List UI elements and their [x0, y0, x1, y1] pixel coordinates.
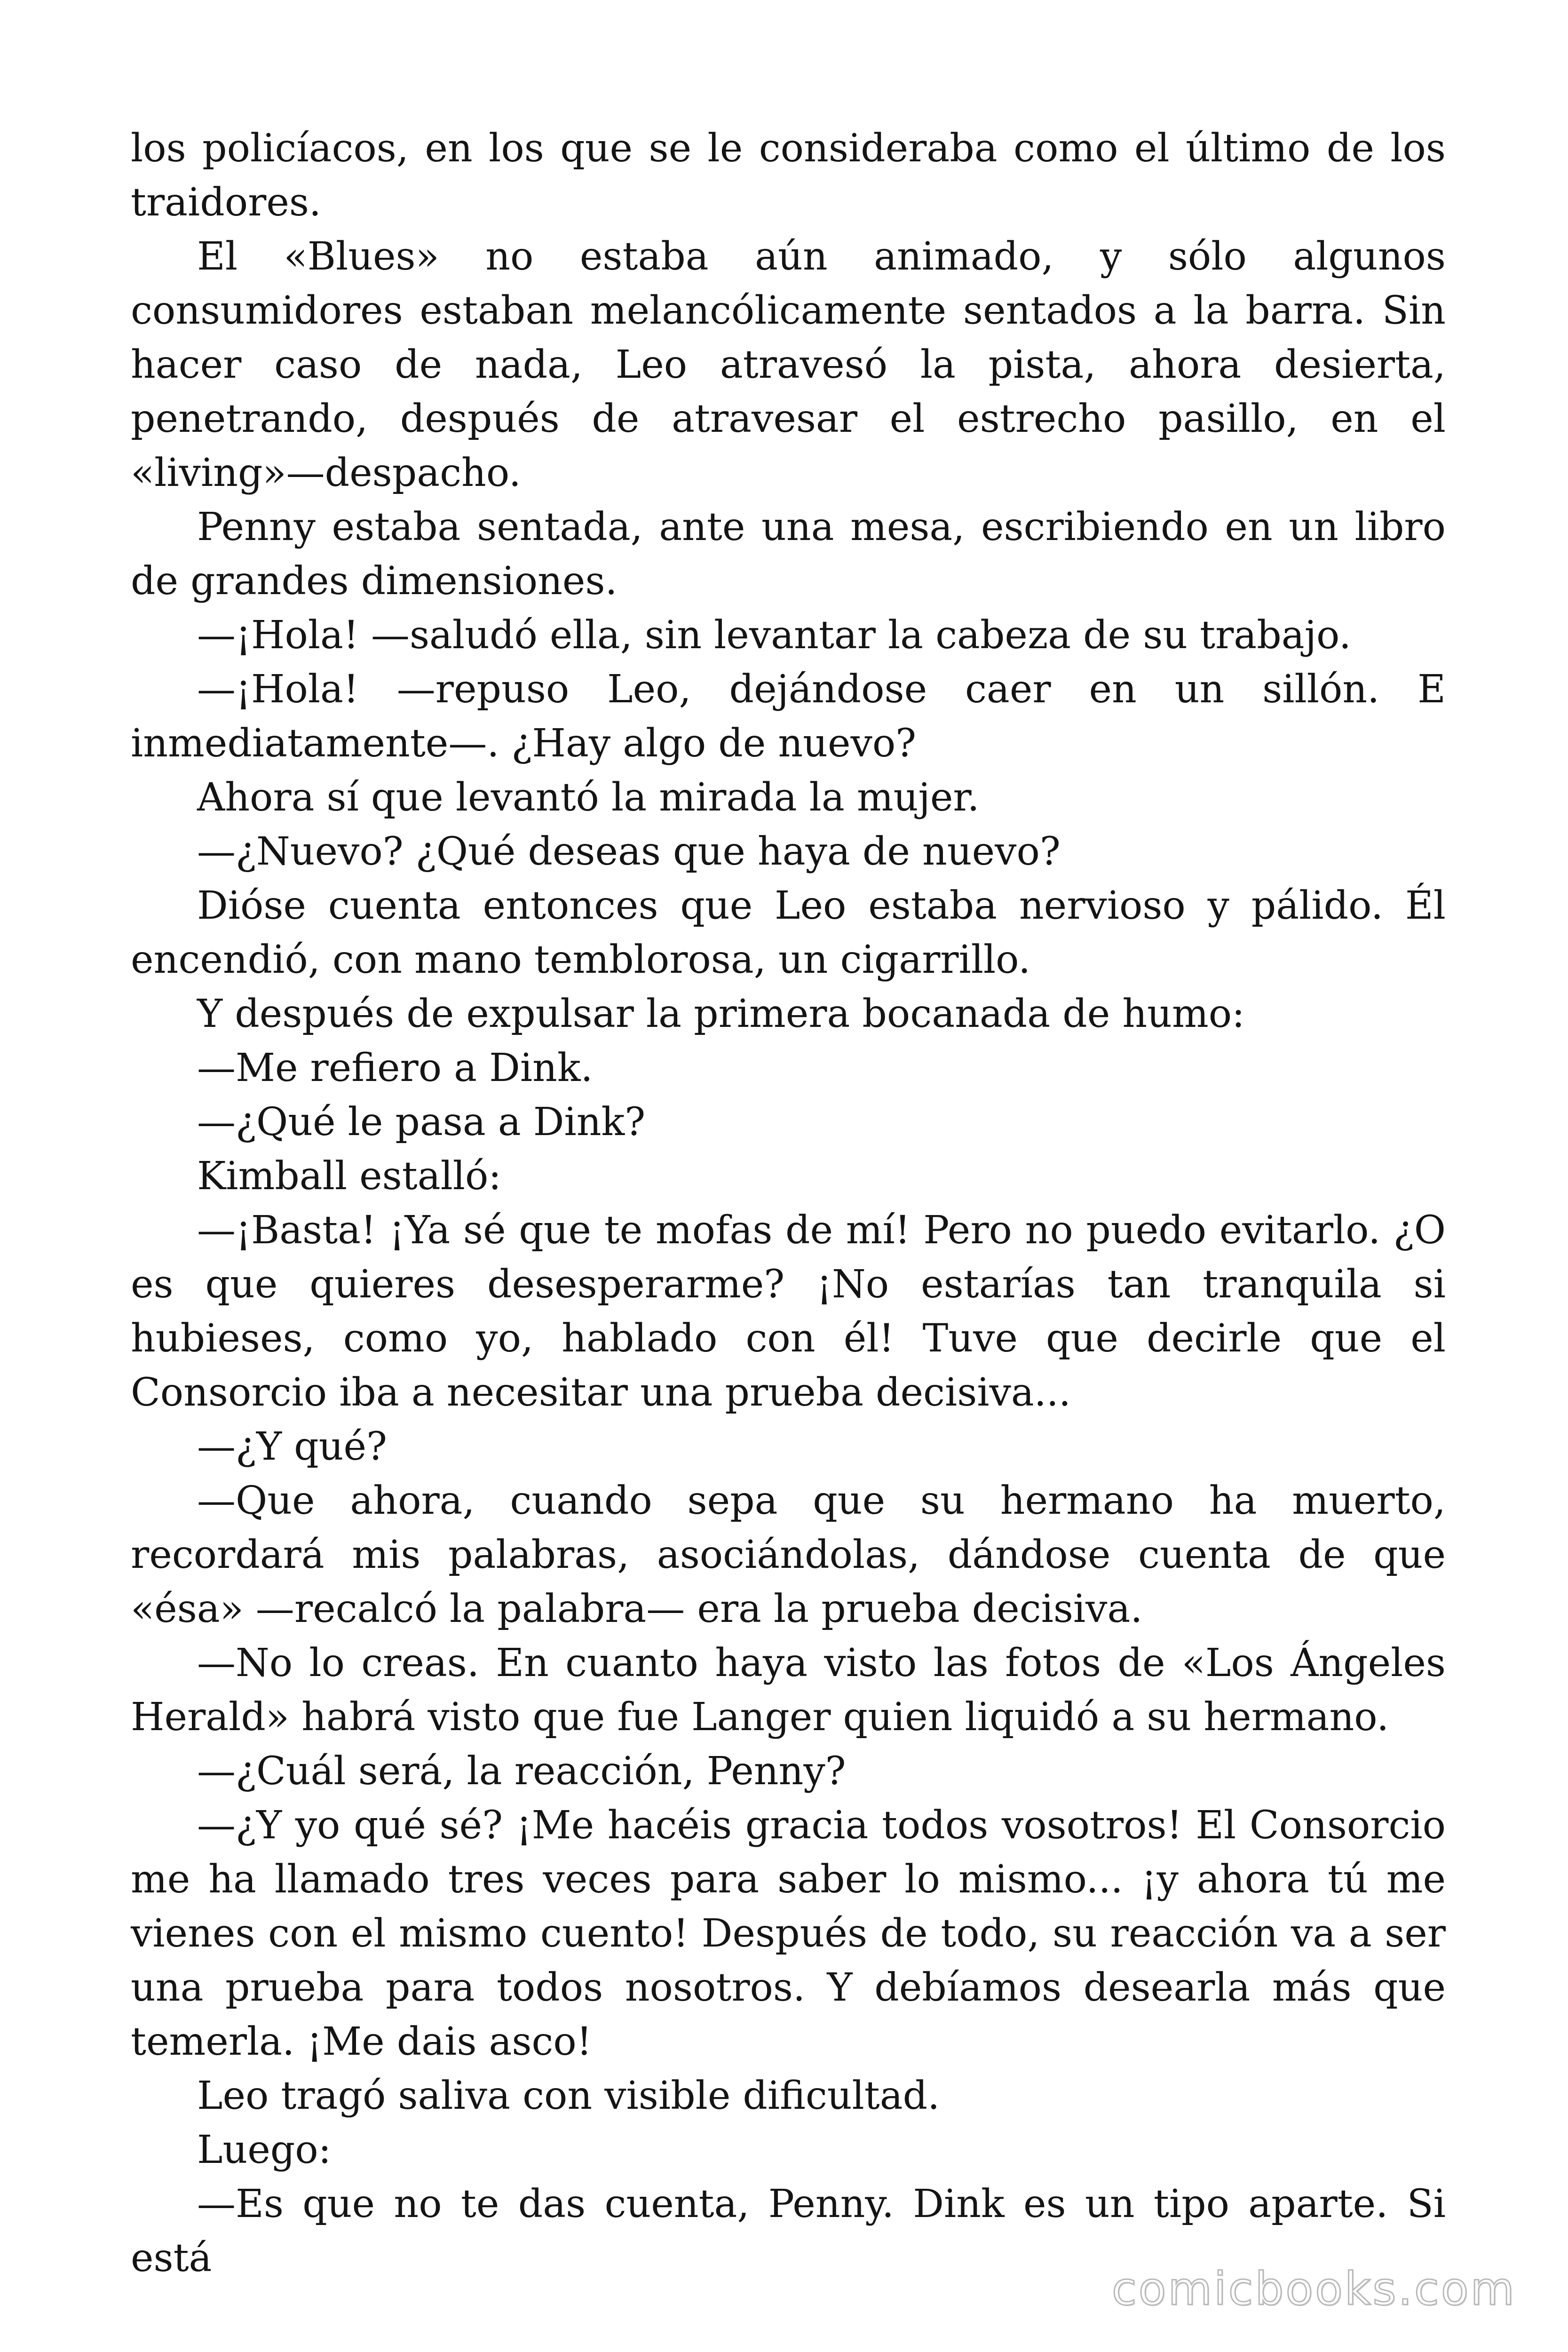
paragraph: Kimball estalló:	[197, 1154, 502, 1199]
paragraph: Ahora sí que levantó la mirada la mujer.	[197, 775, 980, 820]
book-page-body	[131, 121, 1446, 2285]
paragraph: Luego:	[197, 2128, 332, 2172]
paragraph: —¡Hola! —repuso Leo, dejándose caer en un sillón. E inmediatamente—. ¿Hay algo de nuevo?	[131, 667, 1446, 766]
paragraph: —No lo creas. En cuanto haya visto las fotos de «Los Ángeles Herald» habrá visto que fue Langer quien liquidó a su hermano.	[131, 1641, 1446, 1740]
paragraph: los policíacos, en los que se le consideraba como el último de los traidores.	[131, 126, 1446, 225]
paragraph: Penny estaba sentada, ante una mesa, escribiendo en un libro de grandes dimensiones.	[131, 505, 1446, 604]
paragraph: —¿Cuál será, la reacción, Penny?	[197, 1749, 846, 1794]
paragraph: Y después de expulsar la primera bocanada de humo:	[197, 992, 1245, 1036]
paragraph: —¡Basta! ¡Ya sé que te mofas de mí! Pero no puedo evitarlo. ¿O es que quieres desesperarme? ¡No estarías tan tranquila si hubieses, como yo, hablado con él! Tuve que decirle que el Consorcio iba a necesitar una prueba decisiva...	[131, 1208, 1446, 1415]
paragraph: —¿Y qué?	[197, 1424, 387, 1469]
paragraph: Leo tragó saliva con visible dificultad.	[197, 2074, 940, 2118]
paragraph: —Es que no te das cuenta, Penny. Dink es un tipo aparte. Si está	[131, 2182, 1446, 2280]
paragraph: —¿Qué le pasa a Dink?	[197, 1100, 646, 1144]
paragraph: —¿Y yo qué sé? ¡Me hacéis gracia todos vosotros! El Consorcio me ha llamado tres veces para saber lo mismo... ¡y ahora tú me vienes con el mismo cuento! Después de todo, su reacción va a ser una prueba para todos nosotros. Y debíamos desearla más que temerla. ¡Me dais asco!	[131, 1803, 1446, 2064]
watermark-logo: comicbooks.com	[1111, 2263, 1516, 2315]
paragraph: —¿Nuevo? ¿Qué deseas que haya de nuevo?	[197, 829, 1061, 874]
paragraph: —Que ahora, cuando sepa que su hermano ha muerto, recordará mis palabras, asociándolas, dándose cuenta de que «ésa» —recalcó la palabra— era la prueba decisiva.	[131, 1478, 1446, 1631]
paragraph: —Me refiero a Dink.	[197, 1046, 593, 1090]
paragraph: El «Blues» no estaba aún animado, y sólo algunos consumidores estaban melancólicamente sentados a la barra. Sin hacer caso de nada, Leo atravesó la pista, ahora desierta, penetrando, después de atravesar el estrecho pasillo, en el «living»—despacho.	[131, 234, 1446, 495]
paragraph: Dióse cuenta entonces que Leo estaba nervioso y pálido. Él encendió, con mano temblorosa, un cigarrillo.	[131, 883, 1446, 982]
paragraph: —¡Hola! —saludó ella, sin levantar la cabeza de su trabajo.	[197, 613, 1351, 658]
